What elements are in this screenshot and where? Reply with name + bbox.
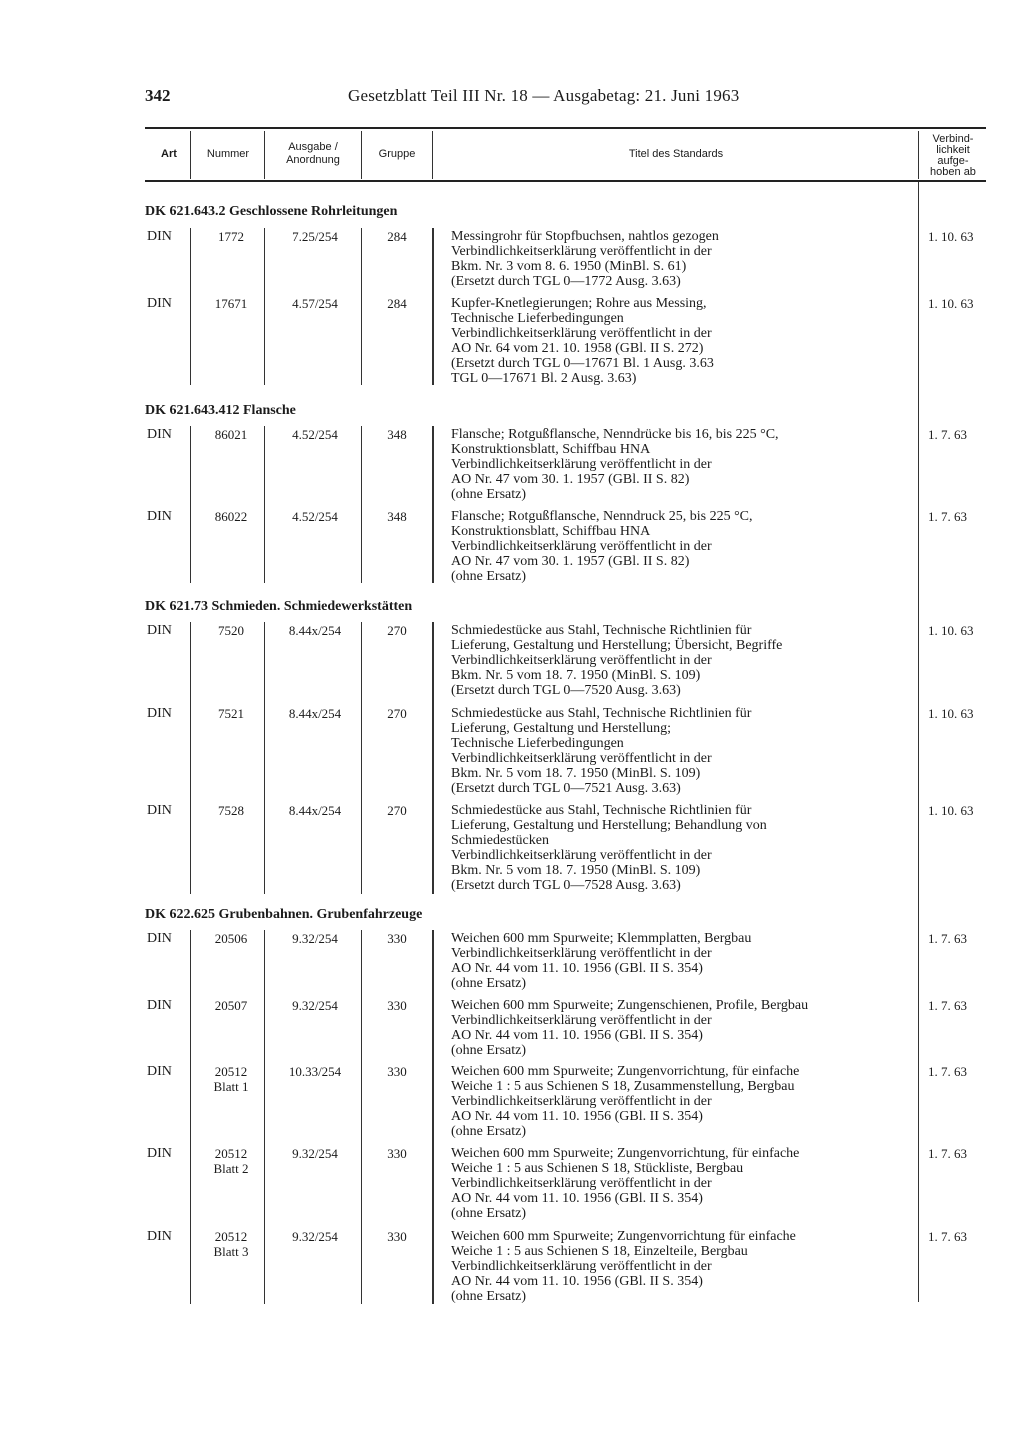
cell-nummer: 20507 <box>214 998 248 1013</box>
cell-nummer: 17671 <box>214 296 248 311</box>
right-column-rule <box>918 182 919 1302</box>
cell-ausgabe: 8.44x/254 <box>288 706 342 721</box>
cell-gruppe: 270 <box>387 803 407 818</box>
cell-gruppe: 270 <box>387 623 407 638</box>
running-title: Gesetzblatt Teil III Nr. 18 — Ausgabetag: 21. Juni 1963 <box>348 86 740 105</box>
cell-nummer: 7520 <box>218 623 244 638</box>
cell-ausgabe: 4.52/254 <box>292 509 338 524</box>
cell-aufgehoben: 1. 10. 63 <box>928 623 974 638</box>
cell-nummer: 20506 <box>214 931 248 946</box>
section-heading: DK 621.643.412 Flansche <box>145 403 296 418</box>
col-art: Art <box>161 148 177 160</box>
col-ausgabe-line2: Anordnung <box>286 154 340 166</box>
cell-art: DIN <box>147 931 172 946</box>
cell-titel: Schmiedestücke aus Stahl, Technische Richtlinien für Lieferung, Gestaltung und Herstellung; Technische Lieferbedingungen Verbindlichkeitserklärung veröffentlicht in der Bkm. Nr. 5 vom 18. 7. 1950 (MinBl. S. 109) (Ersetzt durch TGL 0—7521 Ausg. 3.63) <box>451 706 752 796</box>
cell-aufgehoben: 1. 7. 63 <box>928 509 967 524</box>
cell-art: DIN <box>147 706 172 721</box>
cell-art: DIN <box>147 803 172 818</box>
cell-ausgabe: 9.32/254 <box>292 931 338 946</box>
cell-gruppe: 284 <box>387 296 407 311</box>
table-top-rule <box>145 127 986 129</box>
cell-titel: Messingrohr für Stopfbuchsen, nahtlos gezogen Verbindlichkeitserklärung veröffentlicht in der Bkm. Nr. 3 vom 8. 6. 1950 (MinBl. S. 61) (Ersetzt durch TGL 0—1772 Ausg. 3.63) <box>451 229 719 289</box>
cell-aufgehoben: 1. 7. 63 <box>928 931 967 946</box>
cell-gruppe: 330 <box>387 1146 407 1161</box>
cell-ausgabe: 4.52/254 <box>292 427 338 442</box>
cell-art: DIN <box>147 998 172 1013</box>
cell-nummer: 86021 <box>214 427 248 442</box>
cell-titel: Flansche; Rotgußflansche, Nenndruck 25, bis 225 °C, Konstruktionsblatt, Schiffbau HNA Verbindlichkeitserklärung veröffentlicht in der AO Nr. 47 vom 30. 1. 1957 (GBl. II S. 82) (ohne Ersatz) <box>451 509 753 584</box>
cell-ausgabe: 9.32/254 <box>292 1229 338 1244</box>
cell-aufgehoben: 1. 7. 63 <box>928 1229 967 1244</box>
cell-ausgabe: 7.25/254 <box>292 229 338 244</box>
cell-titel: Schmiedestücke aus Stahl, Technische Richtlinien für Lieferung, Gestaltung und Herstellung; Behandlung von Schmiedestücken Verbindlichkeitserklärung veröffentlicht in der Bkm. Nr. 5 vom 18. 7. 1950 (MinBl. S. 109) (Ersetzt durch TGL 0—7528 Ausg. 3.63) <box>451 803 767 893</box>
cell-titel: Kupfer-Knetlegierungen; Rohre aus Messing, Technische Lieferbedingungen Verbindlichkeitserklärung veröffentlicht in der AO Nr. 64 vom 21. 10. 1958 (GBl. II S. 272) (Ersetzt durch TGL 0—17671 Bl. 1 Ausg. 3.63 TGL 0—17671 Bl. 2 Ausg. 3.63) <box>451 296 714 386</box>
cell-art: DIN <box>147 1064 172 1079</box>
cell-nummer: 20512 Blatt 3 <box>213 1229 249 1259</box>
cell-art: DIN <box>147 229 172 244</box>
col-verbindlichkeit-4: hoben ab <box>930 166 976 178</box>
section-heading: DK 622.625 Grubenbahnen. Grubenfahrzeuge <box>145 907 423 922</box>
cell-titel: Weichen 600 mm Spurweite; Zungenvorrichtung, für einfache Weiche 1 : 5 aus Schienen S 18, Zusammenstellung, Bergbau Verbindlichkeitserklärung veröffentlicht in der AO Nr. 44 vom 11. 10. 1956 (GBl. II S. 354) (ohne Ersatz) <box>451 1064 800 1139</box>
col-verbindlichkeit-3: aufge- <box>937 155 969 167</box>
cell-aufgehoben: 1. 10. 63 <box>928 296 974 311</box>
cell-art: DIN <box>147 427 172 442</box>
cell-gruppe: 330 <box>387 1064 407 1079</box>
cell-gruppe: 270 <box>387 706 407 721</box>
col-ausgabe-line1: Ausgabe / <box>288 141 338 153</box>
cell-ausgabe: 8.44x/254 <box>288 803 342 818</box>
cell-art: DIN <box>147 623 172 638</box>
cell-art: DIN <box>147 1229 172 1244</box>
cell-art: DIN <box>147 509 172 524</box>
table-head-bottom-rule <box>145 180 986 182</box>
cell-nummer: 1772 <box>218 229 244 244</box>
col-titel: Titel des Standards <box>628 148 724 160</box>
cell-aufgehoben: 1. 7. 63 <box>928 998 967 1013</box>
cell-titel: Weichen 600 mm Spurweite; Zungenvorrichtung für einfache Weiche 1 : 5 aus Schienen S 18, Einzelteile, Bergbau Verbindlichkeitserklärung veröffentlicht in der AO Nr. 44 vom 11. 10. 1956 (GBl. II S. 354) (ohne Ersatz) <box>451 1229 796 1304</box>
cell-ausgabe: 10.33/254 <box>288 1064 342 1079</box>
col-verbindlichkeit-2: lichkeit <box>936 144 970 156</box>
cell-gruppe: 284 <box>387 229 407 244</box>
cell-ausgabe: 9.32/254 <box>292 998 338 1013</box>
cell-aufgehoben: 1. 10. 63 <box>928 229 974 244</box>
cell-art: DIN <box>147 296 172 311</box>
cell-gruppe: 330 <box>387 931 407 946</box>
cell-nummer: 20512 Blatt 2 <box>213 1146 249 1176</box>
cell-titel: Weichen 600 mm Spurweite; Klemmplatten, Bergbau Verbindlichkeitserklärung veröffentlicht in der AO Nr. 44 vom 11. 10. 1956 (GBl. II S. 354) (ohne Ersatz) <box>451 931 752 991</box>
cell-aufgehoben: 1. 10. 63 <box>928 706 974 721</box>
cell-nummer: 86022 <box>214 509 248 524</box>
page-number: 342 <box>145 86 171 105</box>
cell-gruppe: 330 <box>387 1229 407 1244</box>
cell-aufgehoben: 1. 7. 63 <box>928 1064 967 1079</box>
cell-titel: Flansche; Rotgußflansche, Nenndrücke bis 16, bis 225 °C, Konstruktionsblatt, Schiffbau HNA Verbindlichkeitserklärung veröffentlicht in der AO Nr. 47 vom 30. 1. 1957 (GBl. II S. 82) (ohne Ersatz) <box>451 427 779 502</box>
cell-art: DIN <box>147 1146 172 1161</box>
col-verbindlichkeit-1: Verbind- <box>932 133 974 145</box>
cell-titel: Weichen 600 mm Spurweite; Zungenschienen, Profile, Bergbau Verbindlichkeitserklärung veröffentlicht in der AO Nr. 44 vom 11. 10. 1956 (GBl. II S. 354) (ohne Ersatz) <box>451 998 809 1058</box>
cell-nummer: 7521 <box>218 706 244 721</box>
cell-nummer: 7528 <box>218 803 244 818</box>
cell-aufgehoben: 1. 7. 63 <box>928 1146 967 1161</box>
cell-ausgabe: 8.44x/254 <box>288 623 342 638</box>
cell-gruppe: 330 <box>387 998 407 1013</box>
cell-ausgabe: 9.32/254 <box>292 1146 338 1161</box>
col-nummer: Nummer <box>206 148 250 160</box>
cell-aufgehoben: 1. 10. 63 <box>928 803 974 818</box>
section-heading: DK 621.73 Schmieden. Schmiedewerkstätten <box>145 599 413 614</box>
cell-aufgehoben: 1. 7. 63 <box>928 427 967 442</box>
cell-gruppe: 348 <box>387 509 407 524</box>
cell-titel: Schmiedestücke aus Stahl, Technische Richtlinien für Lieferung, Gestaltung und Herstellung; Übersicht, Begriffe Verbindlichkeitserklärung veröffentlicht in der Bkm. Nr. 5 vom 18. 7. 1950 (MinBl. S. 109) (Ersetzt durch TGL 0—7520 Ausg. 3.63) <box>451 623 783 698</box>
cell-titel: Weichen 600 mm Spurweite; Zungenvorrichtung, für einfache Weiche 1 : 5 aus Schienen S 18, Stückliste, Bergbau Verbindlichkeitserklärung veröffentlicht in der AO Nr. 44 vom 11. 10. 1956 (GBl. II S. 354) (ohne Ersatz) <box>451 1146 800 1221</box>
cell-gruppe: 348 <box>387 427 407 442</box>
section-heading: DK 621.643.2 Geschlossene Rohrleitungen <box>145 204 398 219</box>
cell-ausgabe: 4.57/254 <box>292 296 338 311</box>
cell-nummer: 20512 Blatt 1 <box>213 1064 249 1094</box>
col-gruppe: Gruppe <box>378 148 416 160</box>
